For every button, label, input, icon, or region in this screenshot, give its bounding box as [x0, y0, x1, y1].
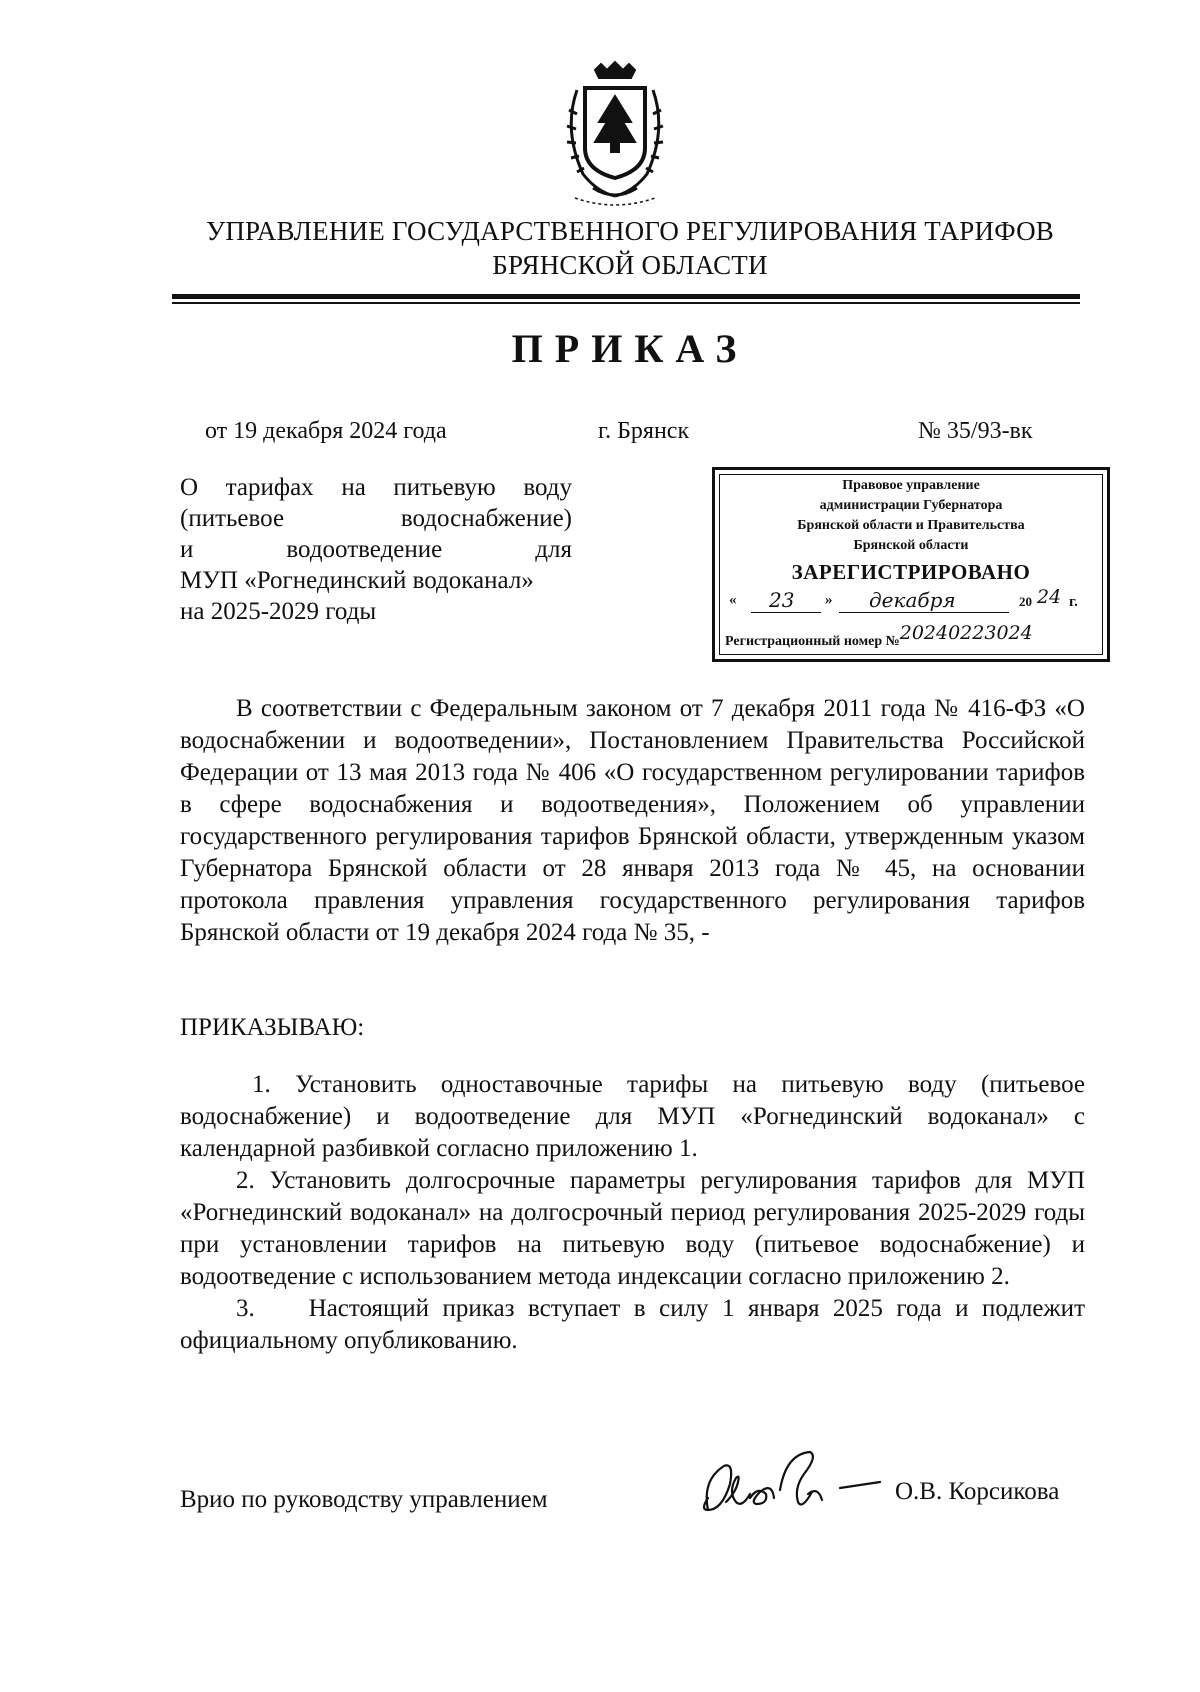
stamp-month: декабря [869, 588, 956, 612]
organization-line-2: БРЯНСКОЙ ОБЛАСТИ [492, 250, 768, 280]
header-rule-thin [172, 302, 1080, 304]
subject-line: МУП «Рогнединский водоканал» [180, 567, 534, 594]
organization-name [0, 214, 1200, 282]
order-item: 1. Установить одноставочные тарифы на питьевую воду (питьевое водоснабжение) и водоотведение для МУП «Рогнединский водоканал» с календарной разбивкой согласно приложению 1. [180, 1071, 1085, 1162]
coat-of-arms-icon [555, 60, 675, 210]
stamp-reg-label: Регистрационный номер № [725, 634, 900, 649]
stamp-reg-number: 20240223024 [899, 622, 1033, 644]
order-word: ПРИКАЗЫВАЮ: [180, 1014, 365, 1041]
preamble-text: В соответствии с Федеральным законом от 7 декабря 2011 года № 416-ФЗ «О водоснабжении и водоотведении», Постановлением Правительства Российской Федерации от 13 мая 2013 года № 406 «О государственном регулировании тарифов в сфере водоснабжения и водоотведения», Положением об управлении государственного регулирования тарифов Брянской области, утвержденным указом Губернатора Брянской области от 28 января 2013 года № 45, на основании протокола правления управления государственного регулирования тарифов Брянской области от 19 декабря 2024 года № 35, - [180, 695, 1085, 946]
subject-line: О тарифах на питьевую воду [180, 474, 572, 501]
stamp-line: Брянской области [853, 538, 969, 553]
stamp-date: « 23 » декабря 20 24 г. [729, 586, 1078, 612]
order-item: 3. Настоящий приказ вступает в силу 1 января 2025 года и подлежит официальному опубликованию. [180, 1295, 1092, 1354]
stamp-year: 24 [1037, 586, 1062, 608]
handwritten-signature [690, 1440, 890, 1530]
document-title: ПРИКАЗ [511, 326, 749, 371]
registration-stamp [712, 467, 1110, 662]
signatory-name: О.В. Корсикова [895, 1478, 1060, 1505]
order-items [180, 1069, 1092, 1357]
subject-line: на 2025-2029 годы [180, 598, 377, 625]
order-city: г. Брянск [598, 418, 690, 444]
stamp-line: администрации Губернатора [819, 498, 1003, 513]
order-number: № 35/93-вк [918, 418, 1033, 444]
organization-line-1: УПРАВЛЕНИЕ ГОСУДАРСТВЕННОГО РЕГУЛИРОВАНИЯ ТАРИФОВ [206, 216, 1054, 246]
subject-line: и водоотведение для [180, 536, 572, 563]
signatory-role: Врио по руководству управлением [180, 1486, 548, 1513]
stamp-line: Правовое управление [842, 478, 980, 493]
order-subject [180, 472, 572, 627]
header-rule-thick [172, 294, 1080, 299]
stamp-status: ЗАРЕГИСТРИРОВАНО [791, 560, 1031, 584]
stamp-line: Брянской области и Правительства [797, 518, 1025, 533]
stamp-day: 23 [769, 588, 795, 612]
subject-line: (питьевое водоснабжение) [180, 505, 572, 532]
preamble-paragraph [180, 693, 1085, 949]
stamp-registration [725, 622, 1105, 649]
order-item: 2. Установить долгосрочные параметры регулирования тарифов для МУП «Рогнединский водоканал» на долгосрочный период регулирования 2025-2029 годы при установлении тарифов на питьевую воду (питьевое водоснабжение) и водоотведение с использованием метода индексации согласно приложению 2. [180, 1167, 1085, 1290]
order-date: от 19 декабря 2024 года [205, 418, 447, 444]
